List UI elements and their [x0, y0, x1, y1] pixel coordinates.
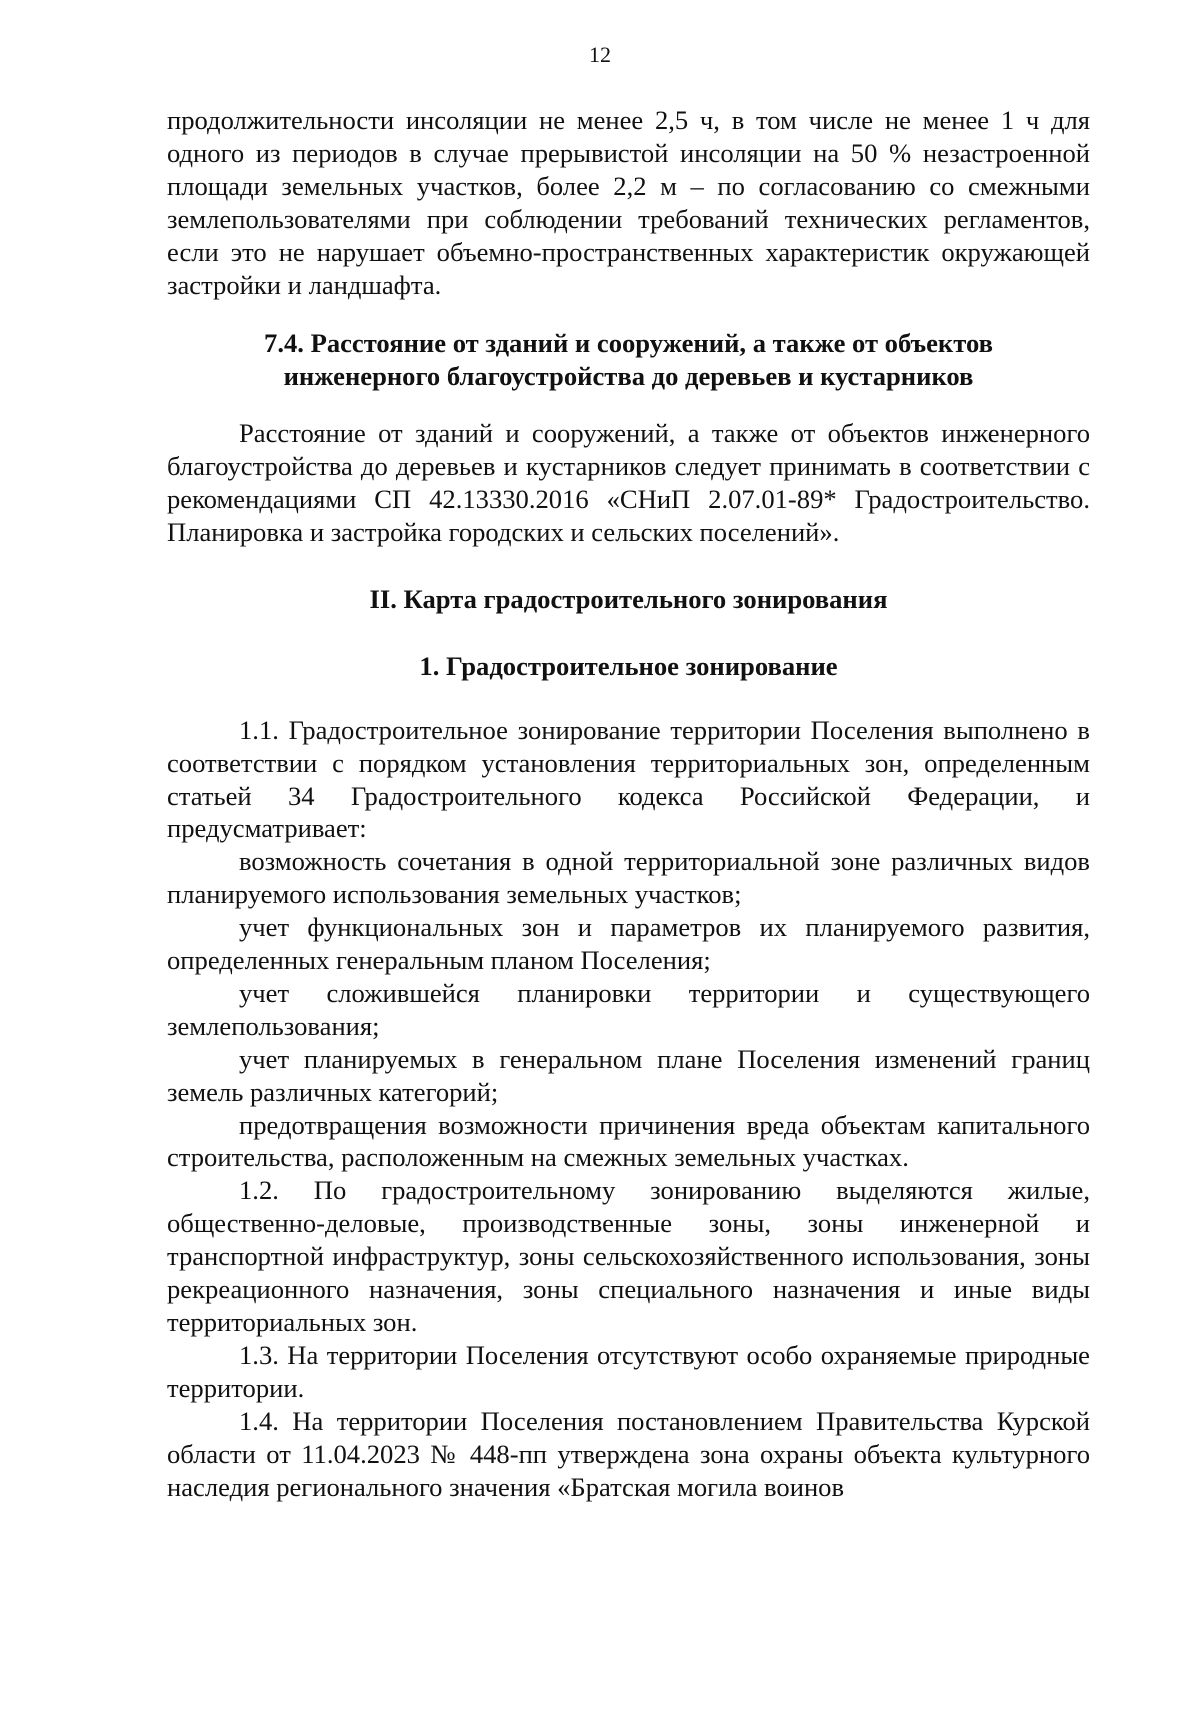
paragraph-functional-zones: учет функциональных зон и параметров их планируемого развития, определенных генеральным планом Поселения;	[167, 912, 1090, 976]
paragraph-existing-layout: учет сложившейся планировки территории и существующего землепользования;	[167, 977, 1090, 1041]
heading-7-4	[167, 327, 1090, 393]
paragraph-1-2: 1.2. По градостроительному зонированию выделяются жилые, общественно-деловые, производственные зоны, зоны инженерной и транспортной инфраструктур, зоны сельскохозяйственного использования, зоны рекреационного назначения, зоны специального назначения и иные виды территориальных зон.	[167, 1175, 1090, 1337]
document-body	[167, 104, 1090, 1503]
paragraph-harm-prevention: предотвращения возможности причинения вреда объектам капитального строительства, расположенным на смежных земельных участках.	[167, 1109, 1090, 1173]
paragraph-insolation: продолжительности инсоляции не менее 2,5 ч, в том числе не менее 1 ч для одного из периодов в случае прерывистой инсоляции на 50 % незастроенной площади земельных участков, более 2,2 м – по согласованию со смежными землепользователями при соблюдении требований технических регламентов, если это не нарушает объемно-пространственных характеристик окружающей застройки и ландшафта.	[167, 105, 1090, 300]
paragraph-1-4: 1.4. На территории Поселения постановлением Правительства Курской области от 11.04.2023 № 448-пп утверждена зона охраны объекта культурного наследия регионального значения «Братская могила воинов	[167, 1405, 1090, 1502]
paragraph-tree-distance: Расстояние от зданий и сооружений, а также от объектов инженерного благоустройства до деревьев и кустарников следует принимать в соответствии с рекомендациями СП 42.13330.2016 «СНиП 2.07.01-89* Градостроительство. Планировка и застройка городских и сельских поселений».	[167, 418, 1090, 547]
paragraph-planned-changes: учет планируемых в генеральном плане Поселения изменений границ земель различных категорий;	[167, 1043, 1090, 1107]
paragraph-1-3: 1.3. На территории Поселения отсутствуют особо охраняемые природные территории.	[167, 1339, 1090, 1403]
page-number: 12	[589, 42, 611, 67]
heading-zoning-map: II. Карта градостроительного зонирования	[369, 583, 888, 614]
paragraph-1-1: 1.1. Градостроительное зонирование территории Поселения выполнено в соответствии с порядком установления территориальных зон, определенным статьей 34 Градостроительного кодекса Российской Федерации, и предусматривает:	[167, 714, 1090, 844]
heading-7-4-line-1: 7.4. Расстояние от зданий и сооружений, а также от объектов	[264, 328, 993, 359]
heading-urban-zoning: 1. Градостроительное зонирование	[419, 650, 838, 681]
paragraph-combination: возможность сочетания в одной территориальной зоне различных видов планируемого использования земельных участков;	[167, 846, 1090, 910]
heading-7-4-line-2: инженерного благоустройства до деревьев и кустарников	[283, 361, 974, 392]
